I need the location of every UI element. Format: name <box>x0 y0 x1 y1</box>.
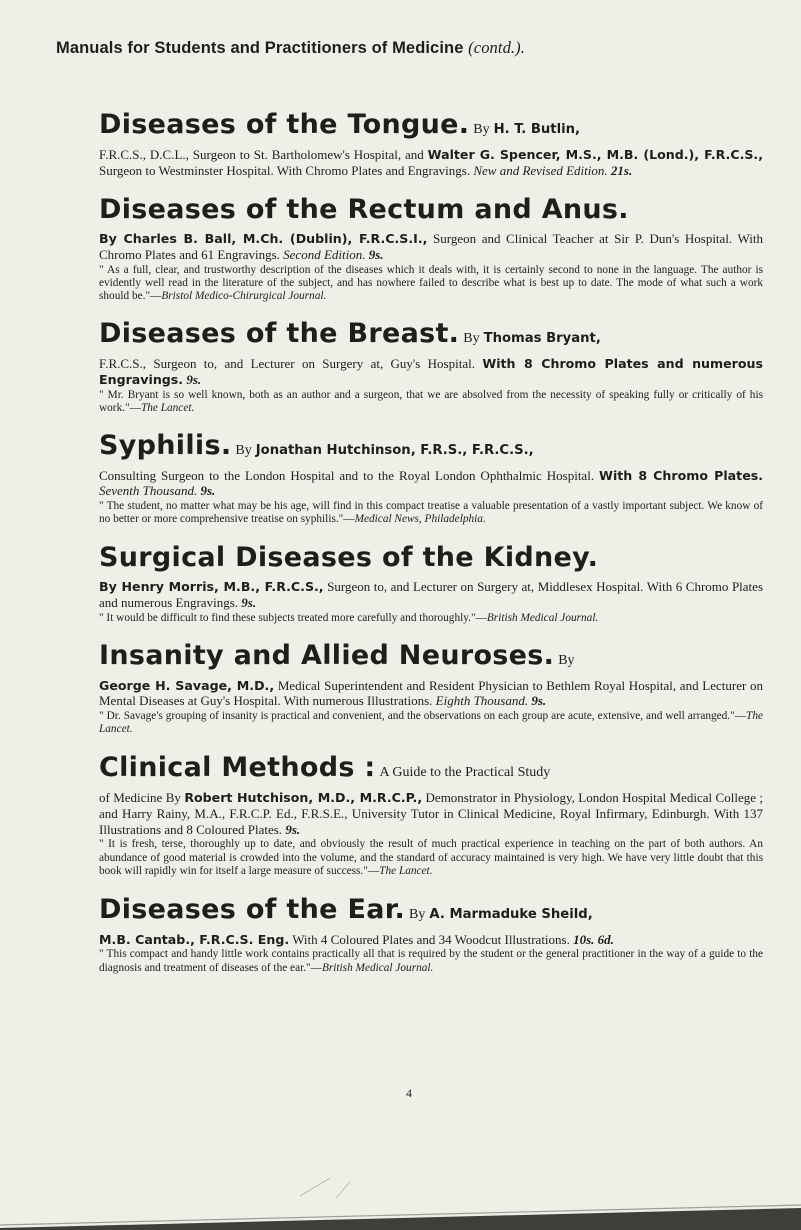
author-name: Jonathan Hutchinson, F.R.S., F.R.C.S., <box>255 442 534 458</box>
review-quote <box>99 389 763 415</box>
price: 21s. <box>610 162 633 178</box>
catalogue-entry <box>99 892 763 975</box>
running-header-title: Manuals for Students and Practitioners of Medicine <box>56 39 464 57</box>
review-text: " The student, no matter what may be his age, will find in this compact treatise a valuable presentation of a vastly important subject. We know of no better or more comprehensive treatise on syphilis."— <box>99 500 763 526</box>
catalogue-entry <box>99 540 763 625</box>
author-name: By Charles B. Ball, M.Ch. (Dublin), F.R.C.S.I., <box>99 231 428 247</box>
entry-details: Surgeon to, and Lecturer on Surgery at, Middlesex Hospital. With 6 Chromo Plates and numerous Engravings. <box>99 579 763 610</box>
entry-description <box>99 468 763 499</box>
author-lead: By <box>473 122 490 137</box>
entry-title: Diseases of the Breast. <box>99 318 460 350</box>
review-quote <box>99 264 763 303</box>
entry-details: Surgeon and Clinical Teacher at Sir P. Dun's Hospital. With Chromo Plates and 61 Engravings. <box>99 231 764 263</box>
review-quote <box>99 948 763 974</box>
entry-description <box>99 678 763 709</box>
price: 9s. <box>531 693 547 709</box>
entry-description <box>99 579 763 610</box>
entry-details: Surgeon to Westminster Hospital. With Chromo Plates and Engravings. <box>99 162 471 178</box>
entry-headline <box>99 638 763 678</box>
catalogue-entry <box>99 107 763 178</box>
entry-headline <box>99 750 763 790</box>
review-source: The Lancet. <box>99 710 763 736</box>
review-text: " It is fresh, terse, thoroughly up to date, and obviously the result of much practical experience in teaching on the part of both authors. An abundance of good material is crowded into the volume, and the standard of accuracy maintained is very high. We have very little doubt that this book will rapidly win for itself a large measure of success."— <box>99 838 763 877</box>
review-quote <box>99 710 763 736</box>
price: 9s. <box>200 483 216 499</box>
review-source: British Medical Journal. <box>321 961 434 974</box>
author-lead: By <box>558 652 575 668</box>
entry-headline <box>99 428 763 468</box>
review-source: The Lancet. <box>379 864 433 877</box>
entry-title: Surgical Diseases of the Kidney. <box>99 542 599 574</box>
entry-details: With 4 Coloured Plates and 34 Woodcut Illustrations. <box>292 931 570 947</box>
running-header-contd: (contd.). <box>468 38 525 57</box>
entry-headline <box>99 540 763 579</box>
review-quote <box>99 500 763 526</box>
author-name: A. Marmaduke Sheild, <box>429 906 593 922</box>
entry-headline <box>99 107 763 147</box>
price: 10s. 6d. <box>573 931 614 947</box>
entry-headline <box>99 192 763 231</box>
entry-title: Diseases of the Ear. <box>99 893 406 925</box>
author-lead: By <box>235 442 252 458</box>
entry-description <box>99 790 763 837</box>
author-name: George H. Savage, M.D., <box>99 677 275 693</box>
page-edge-scuff <box>0 1178 801 1230</box>
review-text: " It would be difficult to find these subjects treated more carefully and thoroughly."— <box>99 611 487 624</box>
review-source: Bristol Medico-Chirurgical Journal. <box>161 290 327 302</box>
author-credentials: F.R.C.S., Surgeon to, and Lecturer on Surgery at, Guy's Hospital. <box>99 356 475 372</box>
price: 9s. <box>241 594 257 610</box>
entry-description <box>99 356 763 387</box>
coauthor-name: Walter G. Spencer, M.S., M.B. (Lond.), F.R.C.S., <box>427 147 763 162</box>
entry-details: Medical Superintendent and Resident Physician to Bethlem Royal Hospital, and Lecturer on Mental Diseases at Guy's Hospital. With numerous Illustrations. <box>99 677 764 709</box>
price: 9s. <box>186 371 202 387</box>
entry-details: With 8 Chromo Plates. <box>599 467 764 483</box>
catalogue-entry <box>99 638 763 737</box>
entry-details: With 8 Chromo Plates and numerous Engravings. <box>99 356 764 387</box>
review-source: The Lancet. <box>140 401 195 414</box>
subtitle-continued: of Medicine By <box>99 790 181 806</box>
entry-subtitle: A Guide to the Practical Study <box>379 765 551 781</box>
author-name: Robert Hutchison, M.D., M.R.C.P., <box>184 790 423 806</box>
entry-description <box>99 231 763 262</box>
review-text: " Mr. Bryant is so well known, both as an author and a surgeon, that we are absolved from the necessity of speaking fully or critically of his work."— <box>99 388 763 414</box>
author-credentials: Consulting Surgeon to the London Hospital and to the Royal London Ophthalmic Hospital. <box>99 467 595 483</box>
edition-note: New and Revised Edition. <box>473 162 608 178</box>
author-name: H. T. Butlin, <box>493 122 581 137</box>
author-credentials: F.R.C.S., D.C.L., Surgeon to St. Bartholomew's Hospital, and <box>99 147 424 162</box>
edition-note: Eighth Thousand. <box>435 693 529 709</box>
entry-description <box>99 932 763 948</box>
entry-headline <box>99 892 763 932</box>
entry-title: Clinical Methods : <box>99 752 376 784</box>
review-quote <box>99 838 763 877</box>
catalogue-entry <box>99 192 763 303</box>
edition-note: Seventh Thousand. <box>99 483 198 499</box>
author-lead: By <box>463 331 480 347</box>
catalogue-list <box>99 107 763 975</box>
author-lead: By <box>409 906 426 922</box>
catalogue-entry <box>99 316 763 415</box>
entry-title: Syphilis. <box>99 429 232 461</box>
author-credentials: M.B. Cantab., F.R.C.S. Eng. <box>99 931 290 947</box>
entry-title: Diseases of the Tongue. <box>99 109 470 140</box>
review-source: Medical News, Philadelphia. <box>354 513 486 526</box>
entry-details: Demonstrator in Physiology, London Hospital Medical College ; and Harry Rainy, M.A., F.R.C.P. Ed., F.R.S.E., University Tutor in Clinical Medicine, Royal Infirmary, Edinburgh. With 137 Illustrations and 8 Coloured Plates. <box>99 790 764 837</box>
entry-title: Diseases of the Rectum and Anus. <box>99 194 629 226</box>
review-text: " This compact and handy little work contains practically all that is required by the student or the general practitioner in the way of a guide to the diagnosis and treatment of diseases of the ear."— <box>99 948 763 974</box>
review-text: " As a full, clear, and trustworthy description of the diseases which it deals with, it is certainly second to none in the language. The author is evidently well read in the literature of the subject, and has nowhere failed to describe what is best up to date. The mode of what such a work should be."— <box>99 263 763 302</box>
entry-title: Insanity and Allied Neuroses. <box>99 639 555 671</box>
entry-description <box>99 147 763 178</box>
catalogue-entry <box>99 428 763 527</box>
entry-headline <box>99 316 763 356</box>
running-header <box>56 38 756 58</box>
review-text: " Dr. Savage's grouping of insanity is practical and convenient, and the observations on each group are acute, extensive, and well arranged."— <box>99 710 747 723</box>
review-quote <box>99 612 763 625</box>
price: 9s. <box>285 821 301 837</box>
page-number: 4 <box>406 1086 412 1100</box>
author-name: By Henry Morris, M.B., F.R.C.S., <box>99 579 324 595</box>
edition-note: Second Edition. <box>283 247 366 263</box>
catalogue-entry <box>99 750 763 877</box>
price: 9s. <box>368 247 384 263</box>
author-name: Thomas Bryant, <box>483 331 601 347</box>
review-source: British Medical Journal. <box>486 611 599 624</box>
